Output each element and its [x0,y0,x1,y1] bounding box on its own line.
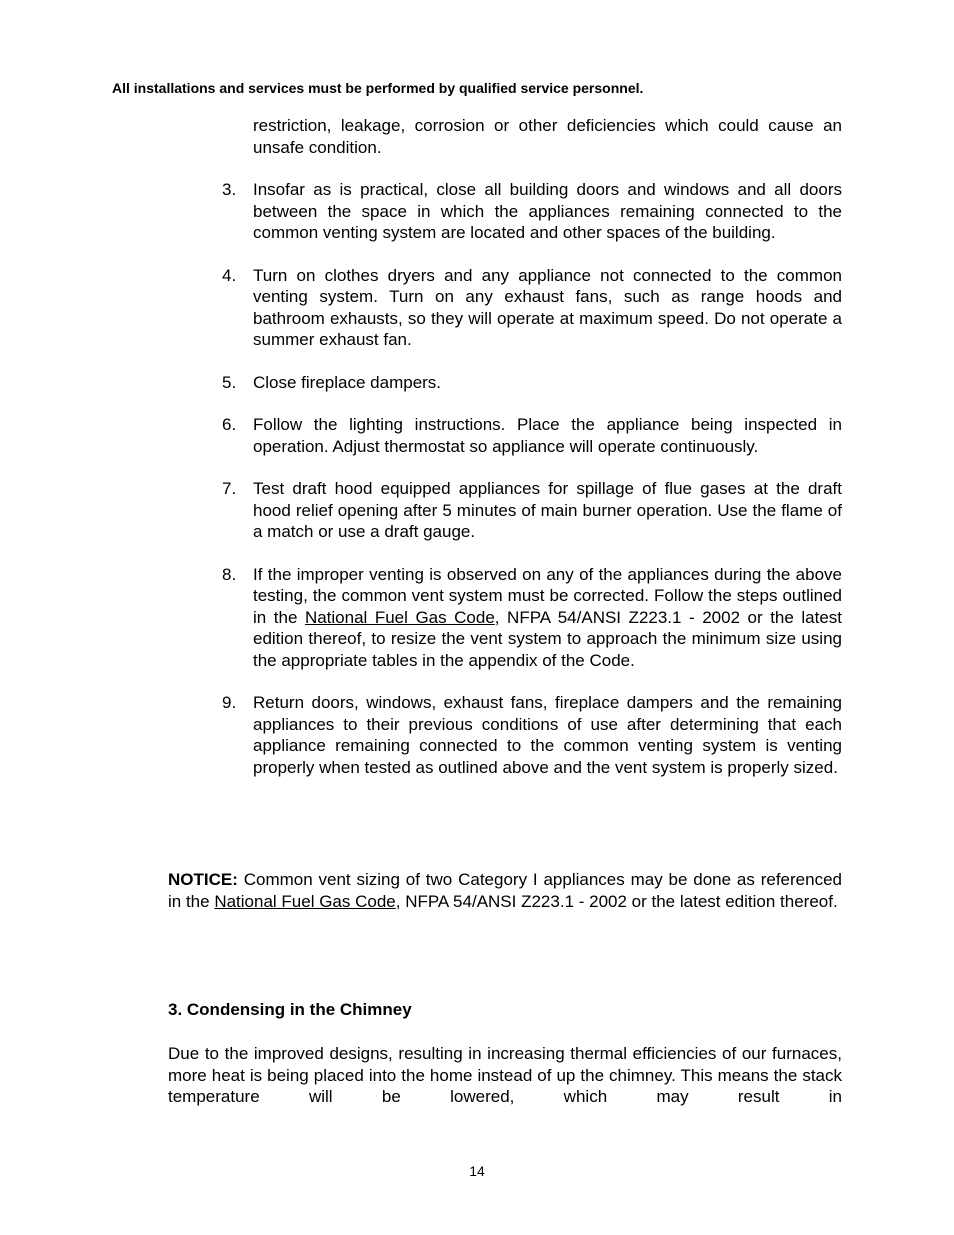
notice-label: NOTICE: [168,870,238,889]
step-number: 3. [222,180,237,199]
step-number: 7. [222,479,237,498]
step-number: 8. [222,564,237,584]
page-header: All installations and services must be performed by qualified service personnel. [112,80,644,96]
page-number: 14 [469,1163,485,1179]
step-text: Close fireplace dampers. [253,372,442,392]
step-number: 5. [222,372,237,392]
step-text-after: , NFPA 54/ANSI Z223.1 - 2002 or the latest edition thereof, to resize the vent system to approach the minimum size using the appropriate tables in the appendix of the Code. [253,607,843,670]
list-item-continuation [222,115,842,158]
notice-text-before: Common vent sizing of two Category I appliances may be done as referenced in the [168,870,842,911]
list-item-step-8 [222,564,842,672]
list-item-step-3 [222,179,842,244]
step-text-before: If the improper venting is observed on any of the appliances during the above testing, the common vent system must be corrected. Follow the steps outlined in the [253,564,842,627]
list-item-step-4 [222,265,842,351]
step-continuation-text: restriction, leakage, corrosion or other deficiencies which could cause an unsafe condition. [253,116,842,157]
list-item-step-7 [222,478,842,543]
list-item-step-9 [222,692,842,778]
section-heading: 3. Condensing in the Chimney [168,1000,412,1019]
list-item-step-6 [222,414,842,457]
step-number: 4. [222,265,237,285]
step-text: Return doors, windows, exhaust fans, fireplace dampers and the remaining appliances to their previous conditions of use after determining that each appliance remaining connected to the common venting system is venting properly when tested as outlined above and the vent system is properly sized. [253,693,842,777]
code-reference-link: National Fuel Gas Code [214,891,396,911]
step-text: Insofar as is practical, close all building doors and windows and all doors between the space in which the appliances remaining connected to the common venting system are located and other spaces of the building. [253,180,842,242]
step-text: Follow the lighting instructions. Place the appliance being inspected in operation. Adjust thermostat so appliance will operate continuously. [253,415,842,456]
step-text: Turn on clothes dryers and any appliance not connected to the common venting system. Turn on any exhaust fans, such as range hoods and bathroom exhausts, so they will operate at maximum speed. Do not operate a summer exhaust fan. [253,265,842,349]
list-item-step-5 [222,372,842,394]
step-number: 9. [222,693,237,712]
step-text: Test draft hood equipped appliances for spillage of flue gases at the draft hood relief opening after 5 minutes of main burner operation. Use the flame of a match or use a draft gauge. [253,479,842,541]
step-number: 6. [222,415,237,434]
code-reference-link: National Fuel Gas Code [304,607,495,627]
notice-paragraph [168,869,842,912]
venting-test-steps [222,115,842,799]
notice-text-after: , NFPA 54/ANSI Z223.1 - 2002 or the latest edition thereof. [395,891,838,911]
section-paragraph: Due to the improved designs, resulting in increasing thermal efficiencies of our furnaces, more heat is being placed into the home instead of up the chimney. This means the stack temperature will be lowered, which may result in [168,1044,842,1106]
